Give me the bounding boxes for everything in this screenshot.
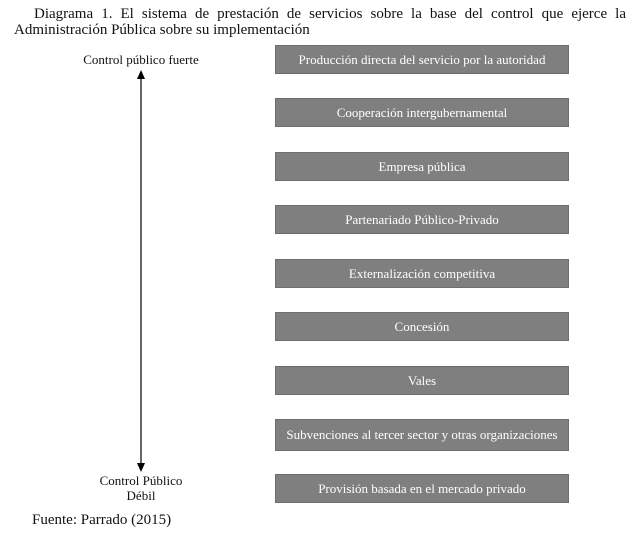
box-subvenciones-tercer-sector: Subvenciones al tercer sector y otras organizaciones — [275, 419, 569, 451]
axis-top-label: Control público fuerte — [83, 52, 199, 67]
box-partenariado-publico-privado: Partenariado Público-Privado — [275, 205, 569, 234]
axis-bottom-label-line-2: Débil — [126, 488, 156, 503]
box-externalizacion-competitiva: Externalización competitiva — [275, 259, 569, 288]
axis-bottom-label-line-1: Control Público — [99, 473, 183, 488]
box-empresa-publica: Empresa pública — [275, 152, 569, 181]
box-produccion-directa: Producción directa del servicio por la autoridad — [275, 45, 569, 74]
axis-bottom-label — [70, 473, 212, 503]
arrow-up-icon — [137, 70, 145, 79]
caption-line-2: Administración Pública sobre su implementación — [14, 22, 310, 38]
double-arrow-axis — [130, 70, 152, 472]
source-note: Fuente: Parrado (2015) — [32, 512, 172, 528]
box-provision-mercado-privado: Provisión basada en el mercado privado — [275, 474, 569, 503]
caption-line-1: Diagrama 1. El sistema de prestación de servicios sobre la base del control que ejerce la — [34, 6, 626, 22]
diagram-caption — [14, 6, 626, 38]
box-cooperacion-intergubernamental: Cooperación intergubernamental — [275, 98, 569, 127]
arrow-down-icon — [137, 463, 145, 472]
box-vales: Vales — [275, 366, 569, 395]
box-concesion: Concesión — [275, 312, 569, 341]
